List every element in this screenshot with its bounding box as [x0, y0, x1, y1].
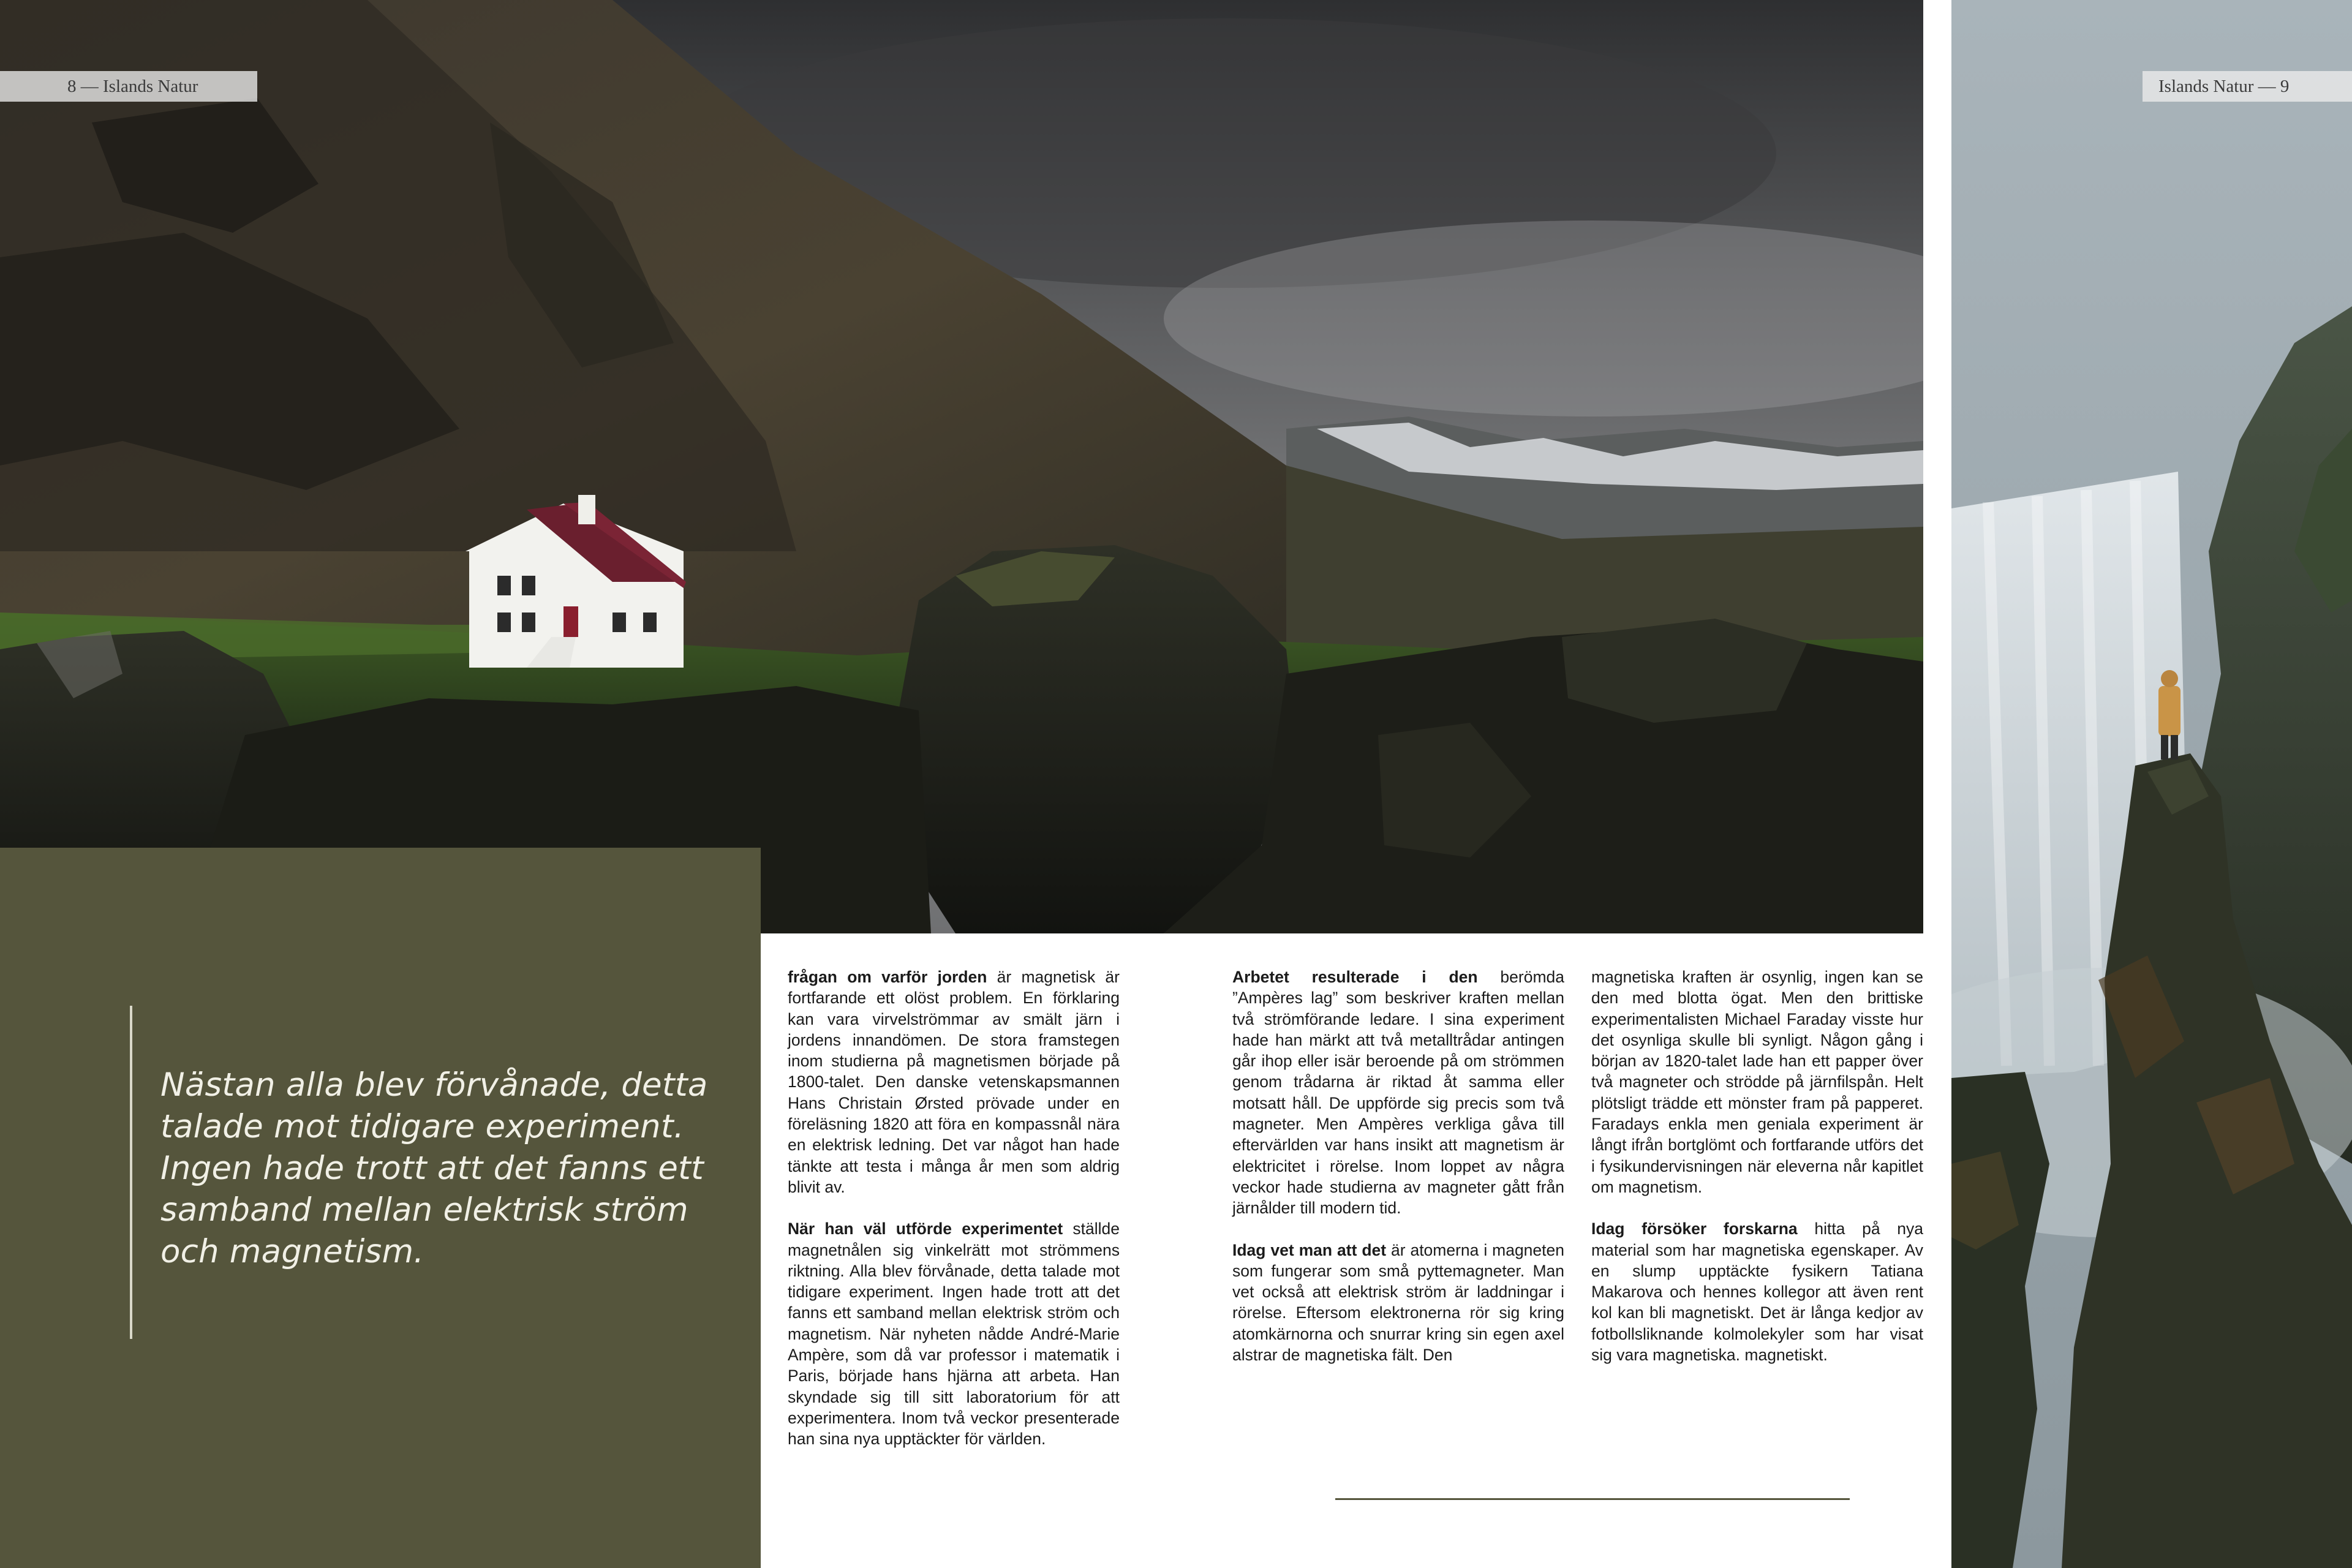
paragraph-text: är magnetisk är fortfarande ett olöst problem. En förklaring kan vara virvelströmmar av smält järn i jordens innandömen. De stora framstegen inom studierna på magnetismen började på 1800-talet. Den danske vetenskapsmannen Hans Christain Ørsted prövade under en föreläsning 1820 att föra en kompassnål nära en elektrisk ledning. Det var något han hade tänkte att testa i många år men som aldrig blivit av. [788, 968, 1120, 1196]
paragraph [1232, 1240, 1564, 1366]
paragraph-lead: Idag försöker forskarna [1591, 1219, 1798, 1238]
paragraph [1591, 1218, 1923, 1365]
paragraph [1232, 967, 1564, 1219]
paragraph [1591, 967, 1923, 1197]
paragraph [788, 1218, 1120, 1449]
paragraph-lead: Idag vet man att det [1232, 1240, 1387, 1259]
body-column-3 [1591, 967, 1923, 1386]
column-end-rule [1335, 1498, 1850, 1500]
running-head-right: Islands Natur — 9 [2143, 71, 2352, 102]
paragraph-text: är atomerna i magneten som fungerar som små pyttemagneter. Man vet också att elektrisk ström är laddningar i rörelse. Eftersom elektronerna rör sig kring atomkärnorna och snurrar kring sin egen axel alstrar de magnetiska fält. Den [1232, 1240, 1564, 1365]
pull-quote: Nästan alla blev förvånade, detta talade mot tidigare experiment. Ingen hade trott att det fanns ett samband mellan elektrisk ström och magnetism. [160, 1066, 708, 1270]
paragraph-text: ställde magnetnålen sig vinkelrätt mot strömmens riktning. Alla blev förvånade, detta talade mot tidigare experiment. Ingen hade trott att det fanns ett samband mellan elektrisk ström och magnetism. När nyheten nådde André-Marie Ampère, som då var professor i matematik i Paris, började hans hjärna att arbeta. Han skyndade sig till sitt laboratorium för att experimentera. Inom två veckor presenterade han sina nya upptäckter för världen. [788, 1219, 1120, 1449]
paragraph-lead: frågan om varför jorden [788, 968, 987, 986]
paragraph-lead: När han väl utförde experimentet [788, 1219, 1063, 1238]
paragraph [788, 967, 1120, 1197]
body-column-1 [788, 967, 1120, 1471]
paragraph-text: berömda ”Ampères lag” som beskriver kraften mellan två strömförande ledare. I sina experiment hade han märkt att två metalltrådar antingen går ihop eller isär beroende på om strömmen genom trådarna är riktad åt samma eller motsatt håll. De uppförde sig precis som två magneter. Men Ampères verkliga gåva till eftervärlden var hans insikt att magnetism är elektricitet i rörelse. Inom loppet av några veckor hade studierna av magneter gått från järnålder till modern tid. [1232, 968, 1565, 1218]
body-column-2 [1232, 967, 1564, 1386]
running-head-left: 8 — Islands Natur [0, 71, 257, 102]
paragraph-text: magnetiska kraften är osynlig, ingen kan se den med blotta ögat. Men den brittiske experimentalisten Michael Faraday visste hur det osynliga skulle bli synligt. Någon gång i början av 1820-talet lade han ett papper över två magneter och strödde på järnfilspån. Helt plötsligt trädde ett mönster fram på papperet. Faradays enkla men geniala experiment är långt ifrån bortglömt och fortfarande utförs det i fysikundervisningen när eleverna når kapitlet om magnetism. [1591, 968, 1923, 1196]
hero-photo-iceland-house [0, 0, 1923, 933]
paragraph-text: hitta på nya material som har magnetiska egenskaper. Av en slump upptäckte fysikern Tatiana Makarova och hennes kollegor att även rent kol kan bli magnetiskt. Det är långa kedjor av fotbollsliknande kolmolekyler som har visat sig vara magnetiska. magnetiskt. [1591, 1219, 1923, 1365]
quote-rule [130, 1006, 132, 1339]
paragraph-lead: Arbetet resulterade i den [1232, 968, 1478, 986]
side-photo-waterfall [1951, 0, 2352, 1568]
